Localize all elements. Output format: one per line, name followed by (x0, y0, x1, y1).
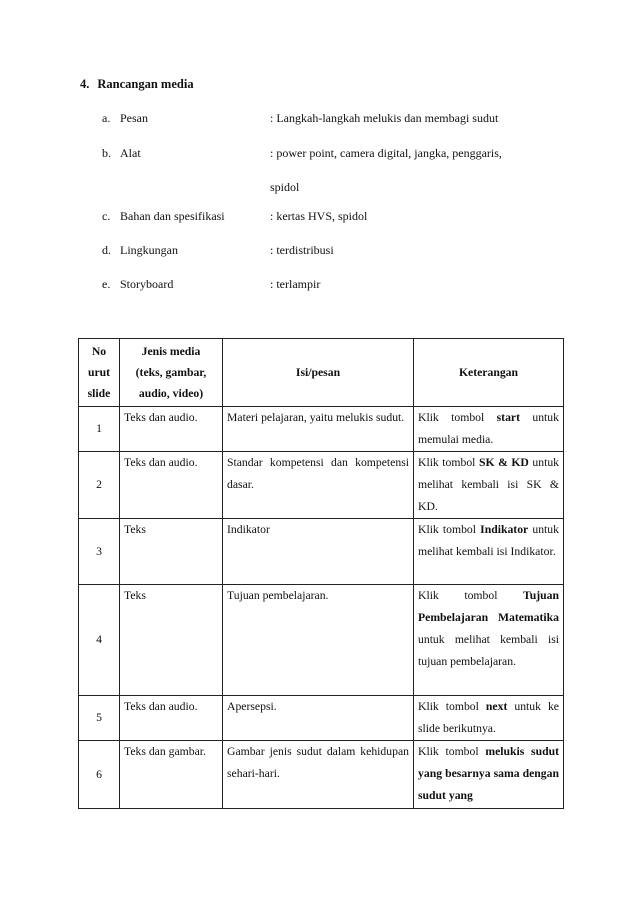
cell-isi: Tujuan pembelajaran. (223, 585, 414, 696)
cell-no: 6 (79, 741, 120, 809)
cell-keterangan: Klik tombol Indikator untuk melihat kembali isi Indikator. (414, 519, 564, 585)
table-row (79, 452, 564, 519)
section-title: Rancangan media (97, 77, 194, 91)
section-heading (80, 77, 194, 92)
cell-isi: Apersepsi. (223, 696, 414, 741)
cell-keterangan: Klik tombol melukis sudut yang besarnya sama dengan sudut yang (414, 741, 564, 809)
cell-isi: Standar kompetensi dan kompetensi dasar. (223, 452, 414, 519)
button-ref: start (496, 411, 520, 424)
button-ref: next (485, 700, 508, 713)
spec-label: Storyboard (120, 277, 174, 291)
spec-letter: b. (102, 146, 111, 160)
cell-jenis: Teks dan gambar. (120, 741, 223, 809)
cell-jenis: Teks dan audio. (120, 452, 223, 519)
table-row (79, 696, 564, 741)
button-ref: Tujuan Pembelajaran Matematika (418, 589, 559, 624)
button-ref: SK & KD (478, 456, 529, 469)
cell-keterangan: Klik tombol next untuk ke slide berikutnya. (414, 696, 564, 741)
table-row (79, 741, 564, 809)
spec-letter: d. (102, 243, 111, 257)
cell-no: 5 (79, 696, 120, 741)
cell-no: 4 (79, 585, 120, 696)
spec-value: : kertas HVS, spidol (270, 209, 368, 223)
spec-value: : terdistribusi (270, 243, 334, 257)
cell-isi: Indikator (223, 519, 414, 585)
cell-jenis: Teks dan audio. (120, 407, 223, 452)
cell-no: 2 (79, 452, 120, 519)
table-header-row (79, 339, 564, 407)
cell-jenis: Teks dan audio. (120, 696, 223, 741)
spec-label: Lingkungan (120, 243, 178, 257)
spec-label: Alat (120, 146, 141, 160)
spec-letter: e. (102, 277, 111, 291)
spec-label: Pesan (120, 111, 148, 125)
section-number: 4. (80, 77, 90, 91)
cell-no: 3 (79, 519, 120, 585)
spec-value: : terlampir (270, 277, 321, 291)
storyboard-table (78, 338, 564, 809)
spec-value: : power point, camera digital, jangka, penggaris, (270, 146, 502, 160)
button-ref: Indikator (480, 523, 529, 536)
header-keterangan: Keterangan (414, 339, 564, 407)
cell-keterangan: Klik tombol start untuk memulai media. (414, 407, 564, 452)
header-no: No urut slide (79, 339, 120, 407)
spec-value: : Langkah-langkah melukis dan membagi sudut (270, 111, 499, 125)
table-row (79, 585, 564, 696)
cell-jenis: Teks (120, 519, 223, 585)
spec-letter: a. (102, 111, 111, 125)
header-jenis-media: Jenis media (teks, gambar, audio, video) (120, 339, 223, 407)
cell-no: 1 (79, 407, 120, 452)
header-isi-pesan: Isi/pesan (223, 339, 414, 407)
button-ref: melukis sudut yang besarnya sama dengan sudut yang (418, 745, 559, 802)
spec-letter: c. (102, 209, 111, 223)
table-row (79, 407, 564, 452)
table-row (79, 519, 564, 585)
spec-value-continued: spidol (270, 180, 300, 194)
spec-label: Bahan dan spesifikasi (120, 209, 225, 223)
cell-jenis: Teks (120, 585, 223, 696)
cell-keterangan: Klik tombol Tujuan Pembelajaran Matematika untuk melihat kembali isi tujuan pembelajaran. (414, 585, 564, 696)
cell-isi: Materi pelajaran, yaitu melukis sudut. (223, 407, 414, 452)
cell-isi: Gambar jenis sudut dalam kehidupan sehari-hari. (223, 741, 414, 809)
cell-keterangan: Klik tombol SK & KD untuk melihat kembali isi SK & KD. (414, 452, 564, 519)
